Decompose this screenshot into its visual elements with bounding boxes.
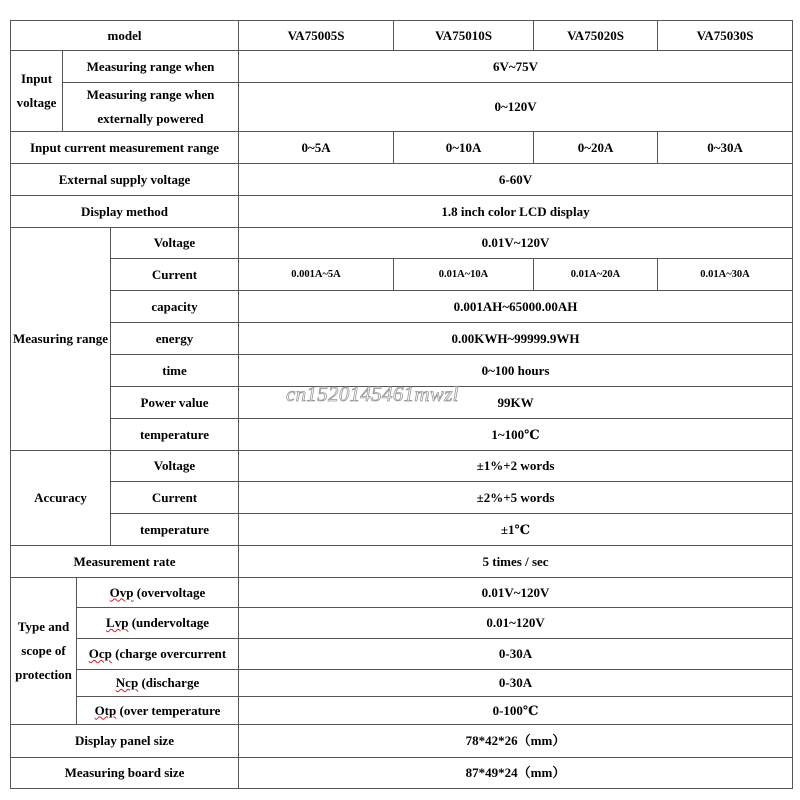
row-label bbox=[77, 639, 239, 670]
table-row bbox=[11, 758, 793, 789]
row-label: temperature bbox=[111, 419, 239, 451]
table-row bbox=[11, 387, 793, 419]
table-row bbox=[11, 196, 793, 228]
row-value: ±1℃ bbox=[239, 514, 793, 546]
row-value: 0~100 hours bbox=[239, 355, 793, 387]
row-label bbox=[77, 670, 239, 697]
model-cell: VA75030S bbox=[658, 21, 793, 51]
row-label: temperature bbox=[111, 514, 239, 546]
abbr: Ncp bbox=[115, 675, 139, 690]
table-row bbox=[11, 355, 793, 387]
row-label bbox=[77, 578, 239, 608]
row-value: 0.01~120V bbox=[239, 608, 793, 639]
row-value: 0.01A~20A bbox=[534, 259, 658, 291]
label: (over temperature bbox=[116, 702, 221, 718]
row-value: 0-30A bbox=[239, 670, 793, 697]
row-value: ±2%+5 words bbox=[239, 482, 793, 514]
accuracy-group: Accuracy bbox=[11, 451, 111, 546]
row-label: capacity bbox=[111, 291, 239, 323]
row-value: 0-100℃ bbox=[239, 697, 793, 725]
row-value: 0.001A~5A bbox=[239, 259, 394, 291]
label: (undervoltage bbox=[128, 615, 209, 630]
row-label: time bbox=[111, 355, 239, 387]
input-voltage-group: Input voltage bbox=[11, 51, 63, 132]
row-value: 0~30A bbox=[658, 132, 793, 164]
model-header: model bbox=[11, 21, 239, 51]
row-value: 0.01V~120V bbox=[239, 228, 793, 259]
header-row bbox=[11, 21, 793, 51]
abbr: Otp bbox=[94, 702, 117, 718]
row-value: 1.8 inch color LCD display bbox=[239, 196, 793, 228]
row-value: 99KW bbox=[239, 387, 793, 419]
abbr: Ocp bbox=[88, 646, 112, 661]
row-value: 0.01A~10A bbox=[394, 259, 534, 291]
model-cell: VA75020S bbox=[534, 21, 658, 51]
table-row bbox=[11, 725, 793, 758]
row-label: Power value bbox=[111, 387, 239, 419]
table-row bbox=[11, 546, 793, 578]
row-label: Input current measurement range bbox=[11, 132, 239, 164]
spec-table bbox=[10, 20, 793, 789]
row-value: 6-60V bbox=[239, 164, 793, 196]
row-value: ±1%+2 words bbox=[239, 451, 793, 482]
table-row bbox=[11, 419, 793, 451]
row-label: Measuring board size bbox=[11, 758, 239, 789]
row-label: Measurement rate bbox=[11, 546, 239, 578]
row-value: 0~20A bbox=[534, 132, 658, 164]
protection-group: Type and scope of protection bbox=[11, 578, 77, 725]
row-label: Current bbox=[111, 259, 239, 291]
row-value: 78*42*26（mm） bbox=[239, 725, 793, 758]
label: (charge overcurrent bbox=[111, 646, 227, 661]
row-label: Measuring range when externally powered bbox=[63, 83, 239, 132]
row-label: External supply voltage bbox=[11, 164, 239, 196]
table-row bbox=[11, 514, 793, 546]
label: (discharge bbox=[138, 675, 200, 690]
table-row bbox=[11, 164, 793, 196]
row-label: Display panel size bbox=[11, 725, 239, 758]
watermark-text: cn1520145461mwzl bbox=[286, 382, 459, 406]
row-label: Voltage bbox=[111, 228, 239, 259]
table-row bbox=[11, 670, 793, 697]
model-cell: VA75010S bbox=[394, 21, 534, 51]
table-row bbox=[11, 51, 793, 83]
row-label: Voltage bbox=[111, 451, 239, 482]
row-value: 1~100℃ bbox=[239, 419, 793, 451]
row-value: 0.00KWH~99999.9WH bbox=[239, 323, 793, 355]
table-row bbox=[11, 639, 793, 670]
label: (overvoltage bbox=[133, 584, 206, 600]
abbr: Lvp bbox=[106, 615, 129, 630]
row-value: 0.001AH~65000.00AH bbox=[239, 291, 793, 323]
row-value: 0.01V~120V bbox=[239, 578, 793, 608]
row-label: Display method bbox=[11, 196, 239, 228]
table-row bbox=[11, 132, 793, 164]
table-row bbox=[11, 482, 793, 514]
measuring-range-group: Measuring range bbox=[11, 228, 111, 451]
row-value: 6V~75V bbox=[239, 51, 793, 83]
row-value: 0~10A bbox=[394, 132, 534, 164]
table-row bbox=[11, 291, 793, 323]
row-value: 0~5A bbox=[239, 132, 394, 164]
table-row bbox=[11, 451, 793, 482]
table-row bbox=[11, 83, 793, 132]
table-row bbox=[11, 608, 793, 639]
table-row bbox=[11, 323, 793, 355]
row-value: 87*49*24（mm） bbox=[239, 758, 793, 789]
row-label: energy bbox=[111, 323, 239, 355]
row-value: 5 times / sec bbox=[239, 546, 793, 578]
table-row bbox=[11, 697, 793, 725]
table-row bbox=[11, 578, 793, 608]
row-label: Measuring range when bbox=[63, 51, 239, 83]
abbr: Ovp bbox=[109, 584, 134, 600]
row-value: 0.01A~30A bbox=[658, 259, 793, 291]
table-row bbox=[11, 228, 793, 259]
row-value: 0-30A bbox=[239, 639, 793, 670]
row-label bbox=[77, 608, 239, 639]
row-label: Current bbox=[111, 482, 239, 514]
row-label bbox=[77, 697, 239, 725]
model-cell: VA75005S bbox=[239, 21, 394, 51]
table-row bbox=[11, 259, 793, 291]
row-value: 0~120V bbox=[239, 83, 793, 132]
